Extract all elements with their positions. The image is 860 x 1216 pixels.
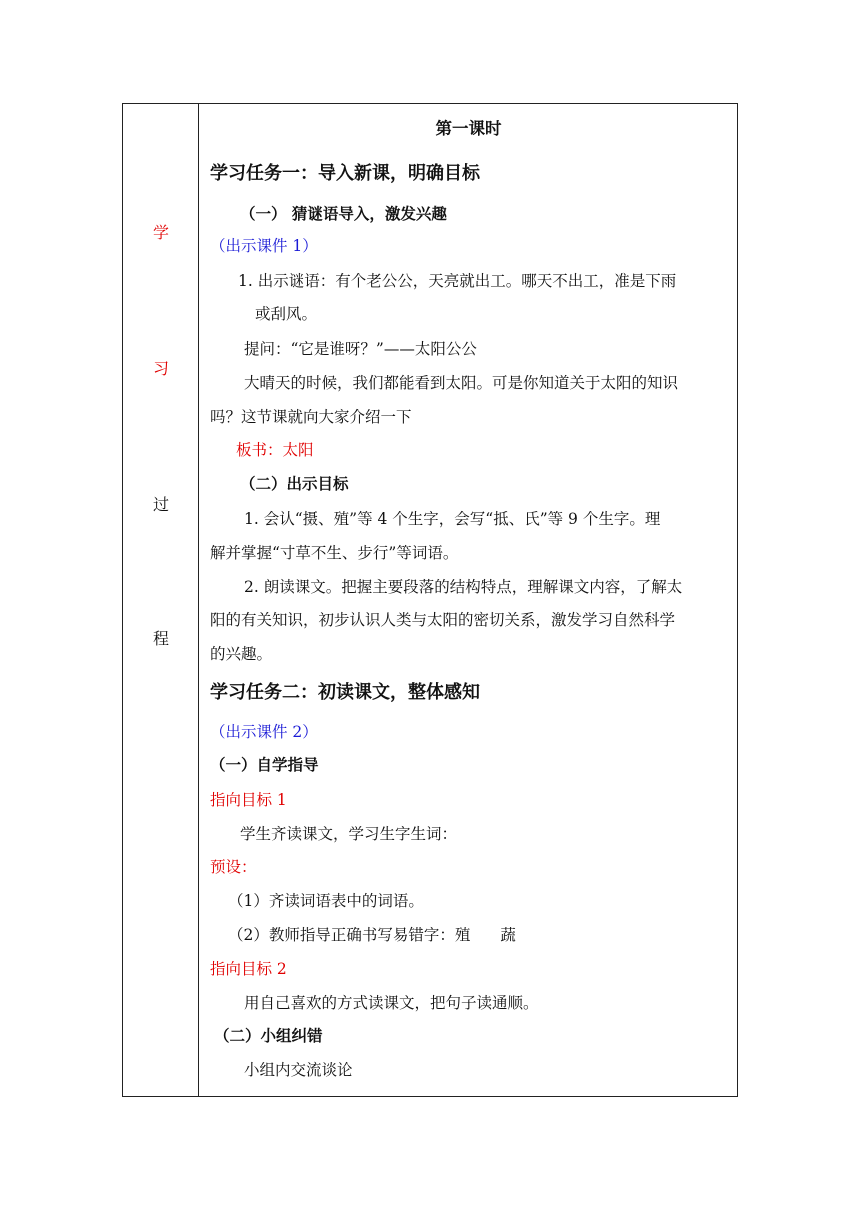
lesson-title: 第一课时: [435, 119, 502, 138]
task2-sub2-text: 小组内交流谈论: [244, 1061, 353, 1079]
task2-sub1: （一）自学指导: [210, 755, 319, 774]
riddle-line2: 或刮风。: [255, 305, 318, 323]
intro-line2: 吗？这节课就向大家介绍一下: [210, 408, 412, 426]
side-label-column: [123, 104, 199, 1096]
target1-text: 学生齐读课文，学习生字生词：: [240, 825, 458, 843]
preset-item2-char: 蔬: [500, 926, 516, 944]
task1-courseware: （出示课件 1）: [210, 237, 318, 255]
side-label-char: 习: [152, 359, 169, 378]
board-note: 板书：太阳: [236, 441, 314, 459]
side-label-char: 学: [152, 223, 169, 242]
question-line: 提问：“它是谁呀？”——太阳公公: [244, 340, 477, 358]
task2-sub2: （二）小组纠错: [214, 1026, 323, 1045]
preset-item2: [228, 925, 516, 945]
side-label-char: 程: [152, 629, 169, 648]
preset-item1: （1）齐读词语表中的词语。: [228, 892, 424, 910]
task1-heading: 学习任务一：导入新课，明确目标: [210, 163, 480, 184]
side-label-char: 过: [152, 495, 169, 514]
preset-label: 预设：: [210, 858, 257, 876]
task2-heading: 学习任务二：初读课文，整体感知: [210, 682, 480, 703]
riddle-line1: 1. 出示谜语：有个老公公，天亮就出工。哪天不出工，准是下雨: [238, 272, 677, 290]
goal2-line2: 阳的有关知识，初步认识人类与太阳的密切关系，激发学习自然科学: [210, 611, 676, 629]
target2-label: 指向目标 2: [210, 960, 287, 978]
goal2-line1: 2. 朗读课文。把握主要段落的结构特点，理解课文内容，了解太: [244, 578, 683, 596]
target2-text: 用自己喜欢的方式读课文，把句子读通顺。: [244, 994, 539, 1012]
goal2-line3: 的兴趣。: [210, 645, 273, 663]
intro-line1: 大晴天的时候，我们都能看到太阳。可是你知道关于太阳的知识: [244, 374, 679, 392]
task2-courseware: （出示课件 2）: [210, 723, 318, 741]
goal1-line1: 1. 会认“摄、殖”等 4 个生字，会写“抵、氏”等 9 个生字。理: [244, 510, 661, 528]
task1-sub1: （一） 猜谜语导入，激发兴趣: [240, 204, 447, 223]
target1-label: 指向目标 1: [210, 791, 287, 809]
task1-sub2: （二）出示目标: [240, 474, 349, 493]
lesson-table: [122, 103, 738, 1097]
preset-item2-text: （2）教师指导正确书写易错字：殖: [228, 926, 471, 944]
lesson-content: [200, 104, 737, 1096]
goal1-line2: 解并掌握“寸草不生、步行”等词语。: [210, 544, 459, 562]
